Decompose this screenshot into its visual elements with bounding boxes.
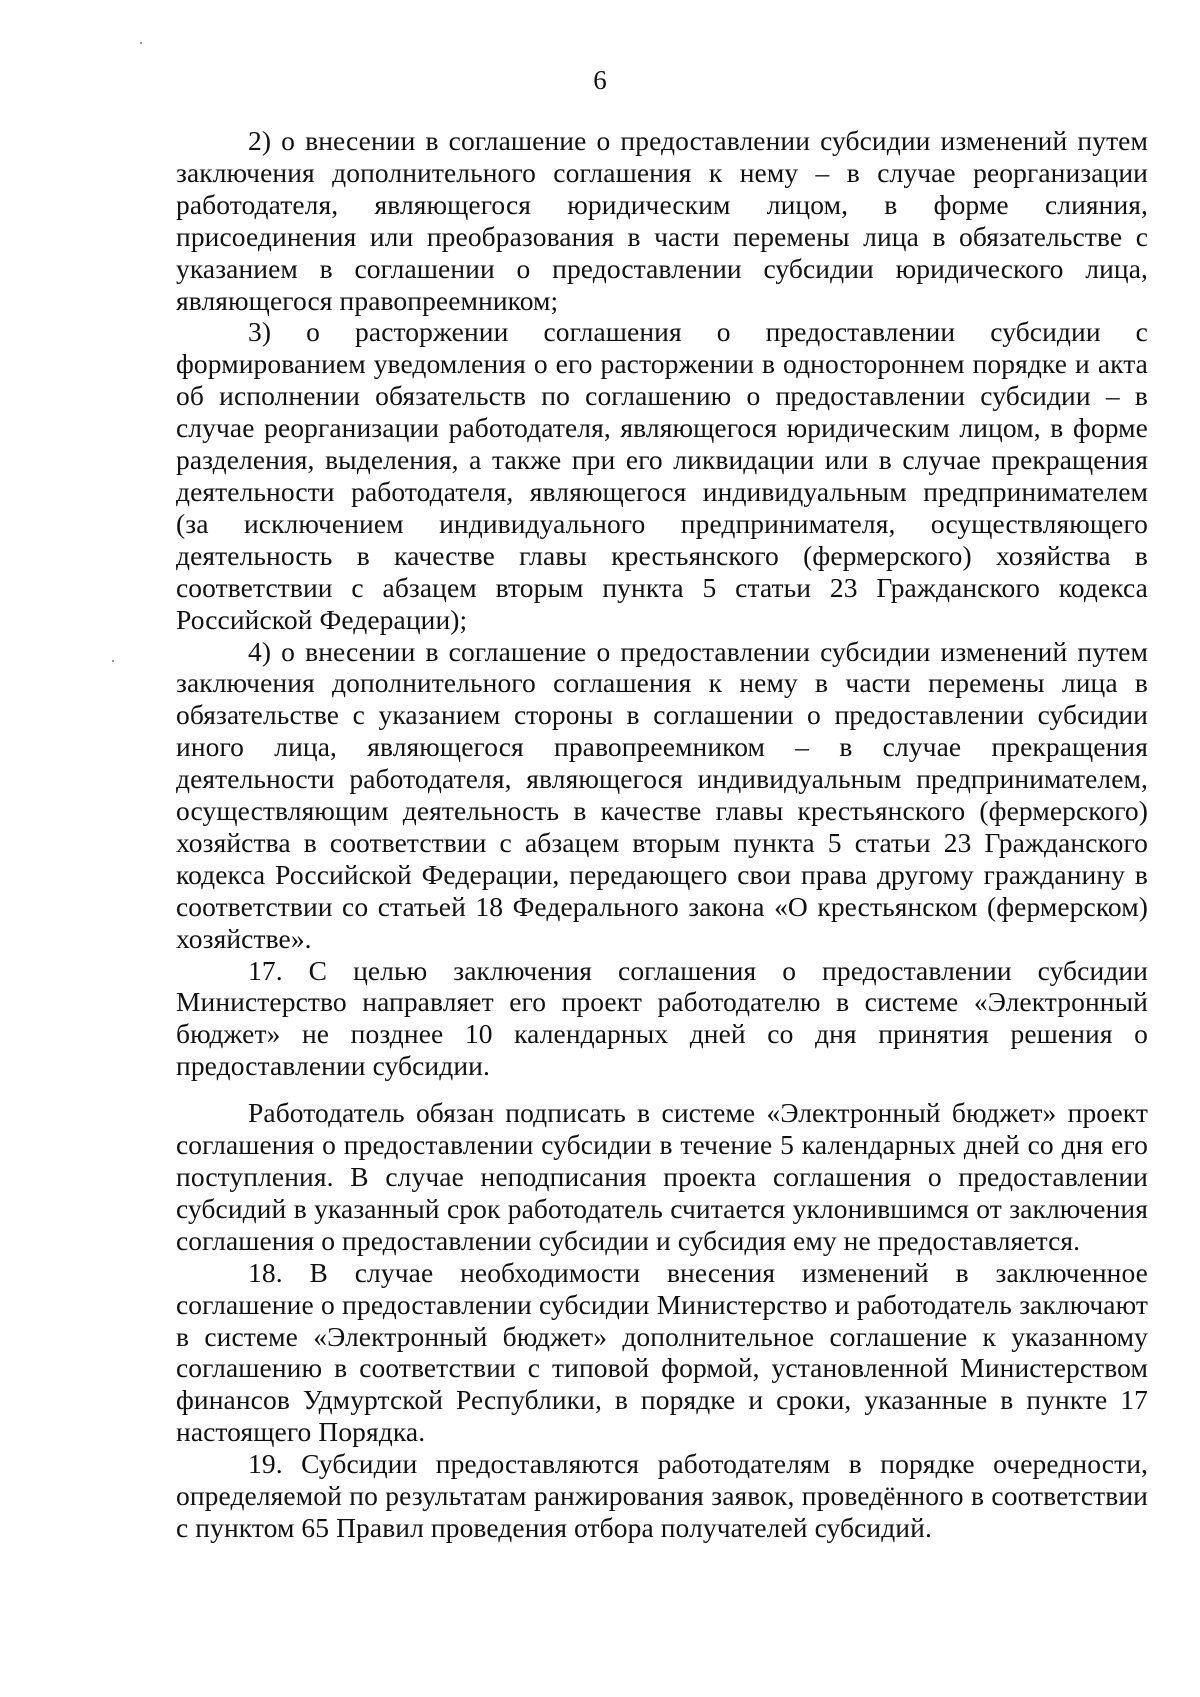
scan-speck <box>112 660 114 662</box>
paragraph-item-4: 4) о внесении в соглашение о предоставлении субсидии изменений путем заключения дополнительного соглашения к нему в части перемены лица в обязательстве с указанием стороны в соглашении о предоставлении субсидии иного лица, являющегося правопреемником – в случае прекращения деятельности работодателя, являющегося индивидуальным предпринимателем, осуществляющим деятельность в качестве главы крестьянского (фермерского) хозяйства в соответствии с абзацем вторым пункта 5 статьи 23 Гражданского кодекса Российской Федерации, передающего свои права другому гражданину в соответствии со статьей 18 Федерального закона «О крестьянском (фермерском) хозяйстве». <box>176 635 1148 954</box>
paragraph-clause-17-continued: Работодатель обязан подписать в системе «Электронный бюджет» проект соглашения о предоставлении субсидии в течение 5 календарных дней со дня его поступления. В случае неподписания проекта соглашения о предоставлении субсидий в указанный срок работодатель считается уклонившимся от заключения соглашения о предоставлении субсидии и субсидия ему не предоставляется. <box>176 1097 1148 1256</box>
paragraph-clause-18: 18. В случае необходимости внесения изменений в заключенное соглашение о предоставлении субсидии Министерство и работодатель заключают в системе «Электронный бюджет» дополнительное соглашение к указанному соглашению в соответствии с типовой формой, установленной Министерством финансов Удмуртской Республики, в порядке и сроки, указанные в пункте 17 настоящего Порядка. <box>176 1256 1148 1448</box>
paragraph-item-3: 3) о расторжении соглашения о предоставлении субсидии с формированием уведомления о его расторжении в одностороннем порядке и акта об исполнении обязательств по соглашению о предоставлении субсидии – в случае реорганизации работодателя, являющегося юридическим лицом, в форме разделения, выделения, а также при его ликвидации или в случае прекращения деятельности работодателя, являющегося индивидуальным предпринимателем (за исключением индивидуального предпринимателя, осуществляющего деятельность в качестве главы крестьянского (фермерского) хозяйства в соответствии с абзацем вторым пункта 5 статьи 23 Гражданского кодекса Российской Федерации); <box>176 316 1148 635</box>
paragraph-item-2: 2) о внесении в соглашение о предоставлении субсидии изменений путем заключения дополнительного соглашения к нему – в случае реорганизации работодателя, являющегося юридическим лицом, в форме слияния, присоединения или преобразования в части перемены лица в обязательстве с указанием в соглашении о предоставлении субсидии юридического лица, являющегося правопреемником; <box>176 125 1148 316</box>
paragraph-gap <box>176 1082 1148 1097</box>
page-number: 6 <box>593 65 607 95</box>
paragraph-clause-19: 19. Субсидии предоставляются работодателям в порядке очередности, определяемой по результатам ранжирования заявок, проведённого в соответствии с пунктом 65 Правил проведения отбора получателей субсидий. <box>176 1448 1148 1543</box>
paragraph-clause-17: 17. С целью заключения соглашения о предоставлении субсидии Министерство направляет его проект работодателю в системе «Электронный бюджет» не позднее 10 календарных дней со дня принятия решения о предоставлении субсидии. <box>176 954 1148 1082</box>
document-body <box>176 125 1148 1544</box>
scan-speck <box>140 42 142 44</box>
